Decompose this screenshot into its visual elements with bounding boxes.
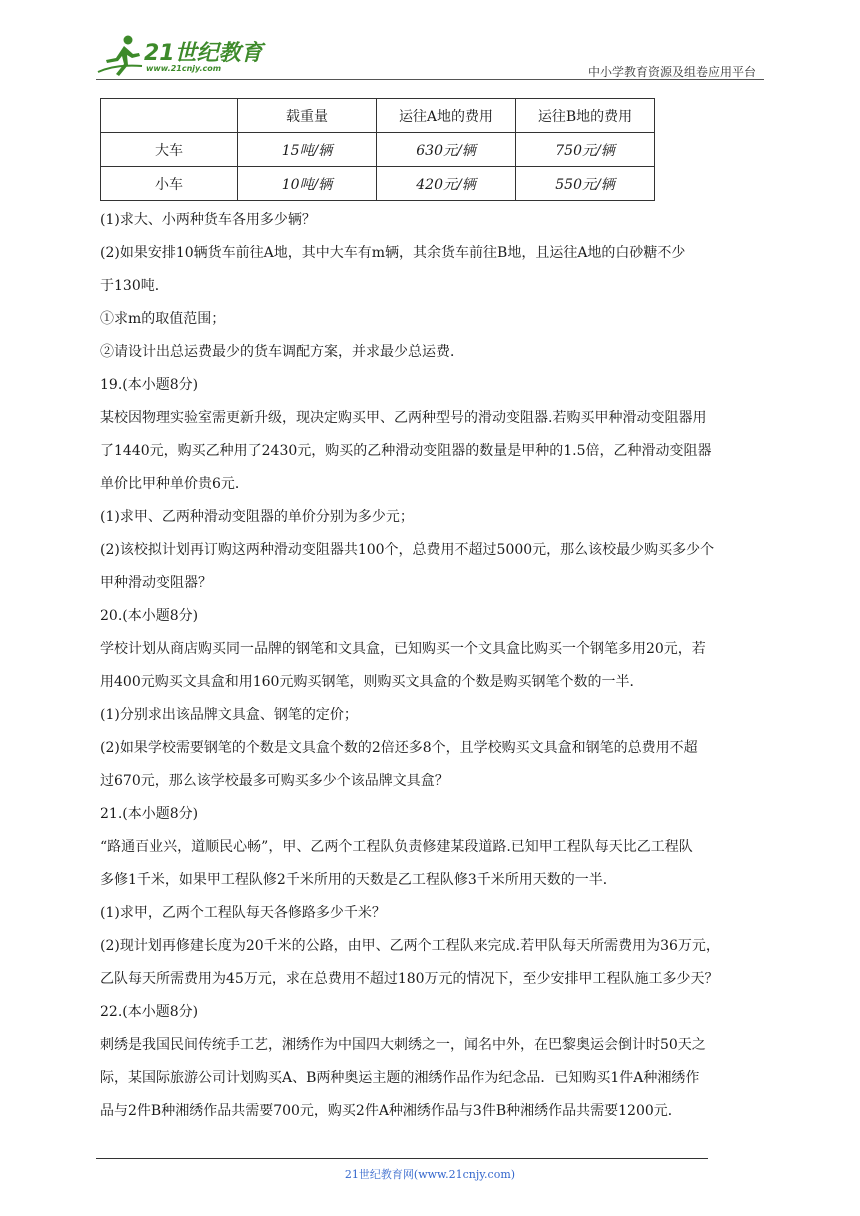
question-heading: 20.(本小题8分)	[100, 608, 199, 624]
question-heading: 22.(本小题8分)	[100, 1004, 199, 1020]
table-header-cell: 运往B地的费用	[516, 99, 655, 133]
text-line: (1)求甲，乙两个工程队每天各修路多少千米？	[100, 905, 386, 921]
text-line: (2)现计划再修建长度为20千米的公路，由甲、乙两个工程队来完成.若甲队每天所需费用为36万元，	[100, 938, 720, 954]
text-line: 际，某国际旅游公司计划购买A、B两种奥运主题的湘绣作品作为纪念品．已知购买1件A种湘绣作	[100, 1070, 700, 1086]
question-heading: 19.(本小题8分)	[100, 377, 199, 393]
text-line: 于130吨．	[100, 278, 169, 294]
table-row	[101, 133, 655, 167]
text-line: ②请设计出总运费最少的货车调配方案，并求最少总运费．	[100, 344, 464, 360]
table-cell: 630元/辆	[377, 133, 516, 167]
footer-divider	[96, 1158, 708, 1159]
text-line: 了1440元，购买乙种用了2430元，购买的乙种滑动变阻器的数量是甲种的1.5倍，乙种滑动变阻器	[100, 443, 712, 459]
text-line: (1)分别求出该品牌文具盒、钢笔的定价；	[100, 707, 358, 723]
table-cell: 750元/辆	[516, 133, 655, 167]
table-header-row	[101, 99, 655, 133]
table-cell: 550元/辆	[516, 167, 655, 201]
question-heading: 21.(本小题8分)	[100, 806, 199, 822]
text-line: (2)如果安排10辆货车前往A地，其中大车有m辆，其余货车前往B地，且运往A地的白砂糖不少	[100, 245, 686, 261]
table-header-cell: 载重量	[238, 99, 377, 133]
table-header-cell	[101, 99, 238, 133]
text-line: (1)求大、小两种货车各用多少辆？	[100, 212, 316, 228]
text-line: ①求m的取值范围；	[100, 311, 226, 327]
table-cell: 大车	[101, 133, 238, 167]
freight-table	[100, 98, 655, 201]
text-line: “路通百业兴，道顺民心畅”，甲、乙两个工程队负责修建某段道路.已知甲工程队每天比乙工程队	[100, 839, 693, 855]
table-cell: 420元/辆	[377, 167, 516, 201]
logo-text: 21世纪教育	[144, 41, 263, 66]
table-cell: 小车	[101, 167, 238, 201]
logo-url: www.21cnjy.com	[146, 64, 222, 73]
page-footer: 21世纪教育网(www.21cnjy.com)	[344, 1168, 516, 1181]
text-line: 品与2件B种湘绣作品共需要700元，购买2件A种湘绣作品与3件B种湘绣作品共需要1200元．	[100, 1103, 682, 1119]
text-line: 学校计划从商店购买同一品牌的钢笔和文具盒，已知购买一个文具盒比购买一个钢笔多用20元，若	[100, 641, 706, 657]
site-logo	[96, 34, 263, 80]
table-cell: 10吨/辆	[238, 167, 377, 201]
text-line: 刺绣是我国民间传统手工艺，湘绣作为中国四大刺绣之一，闻名中外，在巴黎奥运会倒计时50天之	[100, 1037, 706, 1053]
text-line: 乙队每天所需费用为45万元，求在总费用不超过180万元的情况下，至少安排甲工程队施工多少天？	[100, 971, 719, 987]
table-cell: 15吨/辆	[238, 133, 377, 167]
text-line: 多修1千米，如果甲工程队修2千米所用的天数是乙工程队修3千米所用天数的一半．	[100, 872, 617, 888]
text-line: 甲种滑动变阻器？	[100, 575, 212, 591]
runner-logo-icon	[96, 34, 146, 80]
header-divider	[96, 79, 764, 80]
text-line: 用400元购买文具盒和用160元购买钢笔，则购买文具盒的个数是购买钢笔个数的一半．	[100, 674, 644, 690]
table-row	[101, 167, 655, 201]
text-line: (2)如果学校需要钢笔的个数是文具盒个数的2倍还多8个，且学校购买文具盒和钢笔的总费用不超	[100, 740, 698, 756]
text-line: 某校因物理实验室需更新升级，现决定购买甲、乙两种型号的滑动变阻器.若购买甲种滑动变阻器用	[100, 410, 707, 426]
text-line: 单价比甲种单价贵6元．	[100, 476, 249, 492]
page-header	[96, 34, 764, 82]
text-line: (2)该校拟计划再订购这两种滑动变阻器共100个，总费用不超过5000元，那么该校最少购买多少个	[100, 542, 715, 558]
platform-title: 中小学教育资源及组卷应用平台	[587, 65, 756, 79]
text-line: (1)求甲、乙两种滑动变阻器的单价分别为多少元；	[100, 509, 414, 525]
table-header-cell: 运往A地的费用	[377, 99, 516, 133]
problem-text	[100, 204, 764, 1128]
text-line: 过670元，那么该学校最多可购买多少个该品牌文具盒？	[100, 773, 449, 789]
